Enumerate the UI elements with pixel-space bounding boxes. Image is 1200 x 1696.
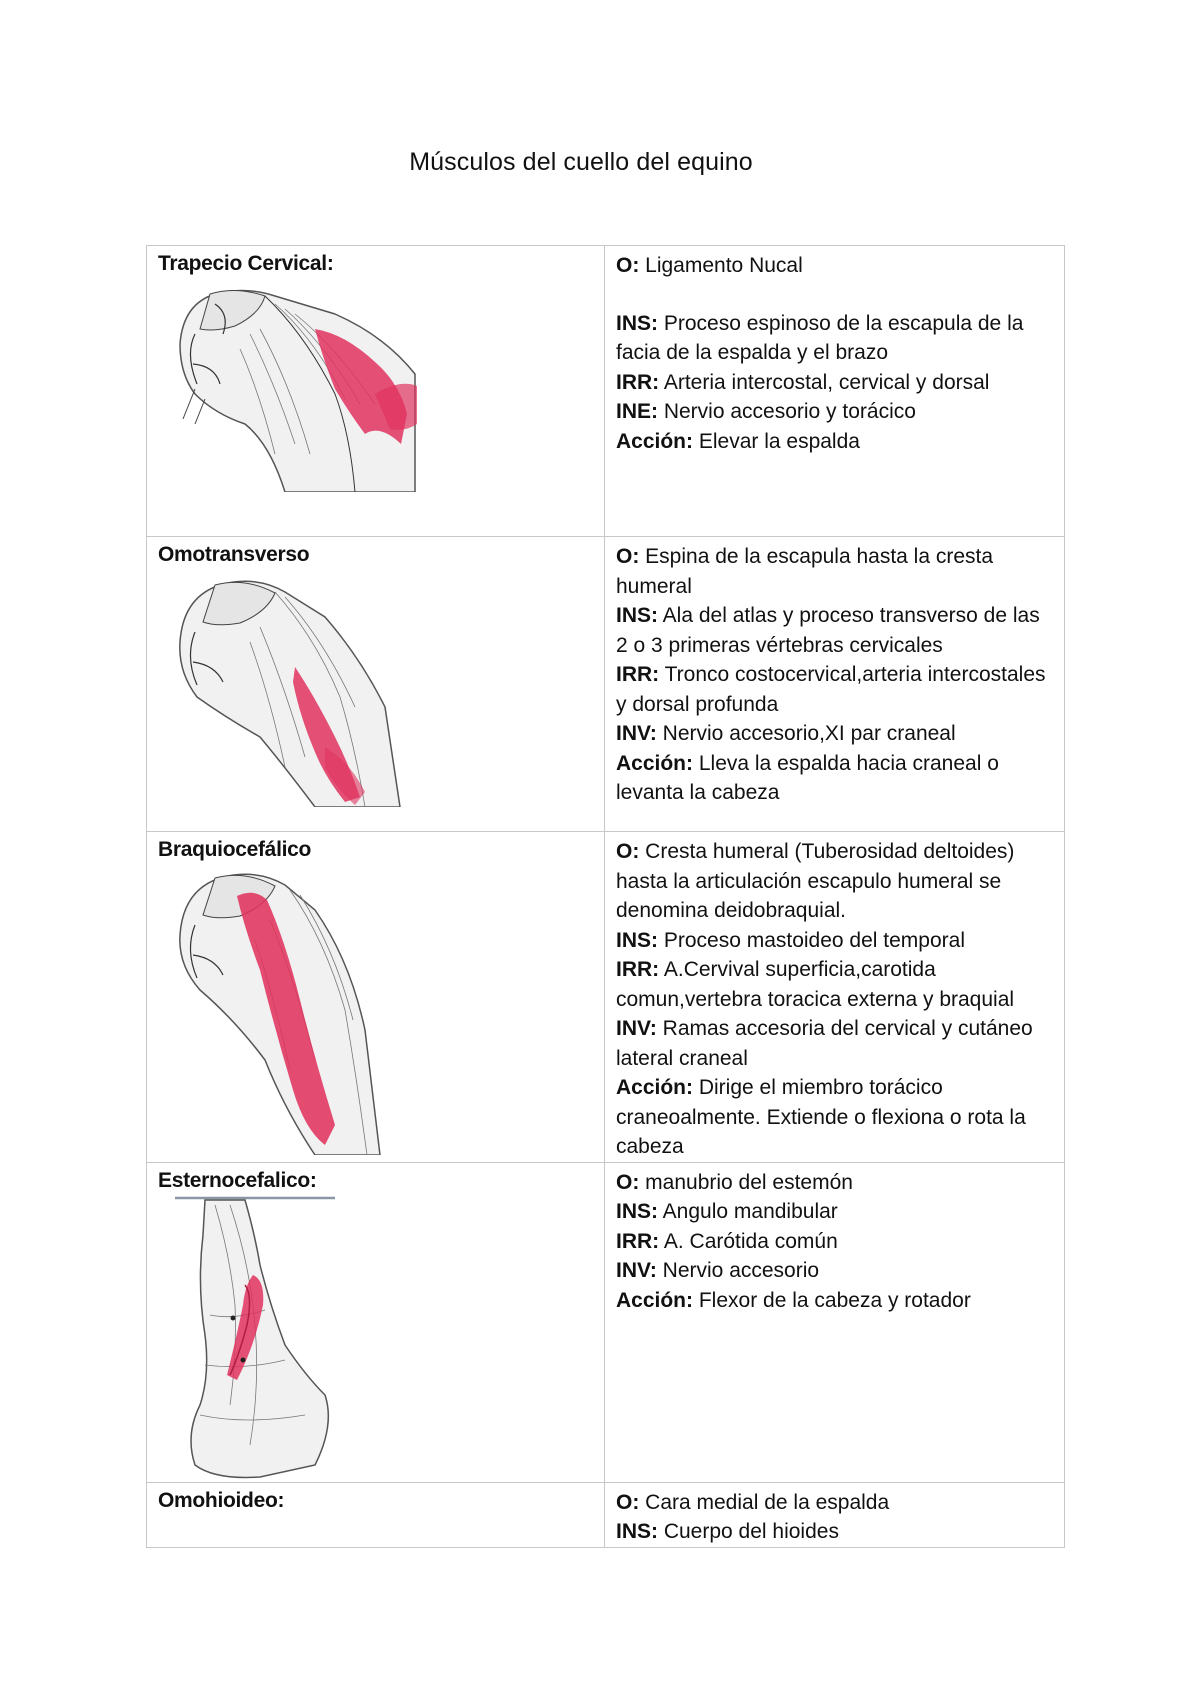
- field-text: Nervio accesorio,XI par craneal: [656, 722, 956, 745]
- field-label: INV:: [616, 1259, 657, 1282]
- field-text: A. Carótida común: [659, 1229, 838, 1253]
- field-label: INS:: [616, 1200, 658, 1223]
- field-text: Nervio accesorio: [656, 1259, 820, 1282]
- field-text: Ala del atlas y proceso transverso de las 2 o 3 primeras vértebras cervicales: [616, 604, 1040, 657]
- field-text: manubrio del estemón: [639, 1170, 853, 1194]
- field-text: Nervio accesorio y torácico: [658, 400, 916, 423]
- table-row: [147, 1482, 1065, 1547]
- field-label: IRR:: [616, 370, 660, 394]
- field-label: INS:: [616, 1520, 658, 1543]
- field-text: Cuerpo del hioides: [658, 1520, 839, 1543]
- braquiocefalico-illustration: [175, 860, 385, 1155]
- field-text: Proceso mastoideo del temporal: [658, 928, 965, 952]
- field-text: Proceso espinoso de la escapula de la facia de la espalda y el brazo: [616, 311, 1024, 364]
- field-text: Angulo mandibular: [658, 1200, 838, 1223]
- table-row: [147, 1162, 1065, 1482]
- table-row: [147, 246, 1065, 537]
- table-row: [147, 832, 1065, 1163]
- field-label: INS:: [616, 928, 658, 952]
- muscle-name: Braquiocefálico: [158, 838, 312, 861]
- field-text: Ligamento Nucal: [639, 254, 803, 277]
- muscle-info-cell: [605, 1482, 1065, 1547]
- muscle-info-cell: [605, 537, 1065, 832]
- muscle-name-cell: [147, 832, 605, 1163]
- muscle-name-cell: [147, 1162, 605, 1482]
- field-text: Ramas accesoria del cervical y cutáneo lateral craneal: [616, 1017, 1033, 1070]
- field-label: IRR:: [616, 1229, 660, 1253]
- field-label: O:: [616, 1490, 640, 1514]
- muscle-name: Esternocefalico:: [158, 1168, 317, 1192]
- field-label: Acción:: [616, 1076, 694, 1099]
- field-label: Acción:: [616, 429, 694, 453]
- field-label: INS:: [616, 311, 658, 335]
- muscle-name-cell: [147, 537, 605, 832]
- field-label: O:: [616, 545, 640, 568]
- field-label: Acción:: [616, 751, 694, 775]
- field-text: Cresta humeral (Tuberosidad deltoides) hasta la articulación escapulo humeral se denomina deidobraquial.: [616, 840, 1015, 922]
- field-text: A.Cervival superficia,carotida comun,vertebra toracica externa y braquial: [616, 958, 1015, 1011]
- page-title: Músculos del cuello del equino: [409, 148, 753, 176]
- field-label: IRR:: [616, 958, 660, 981]
- table-row: [147, 537, 1065, 832]
- field-label: O:: [616, 1170, 640, 1194]
- muscle-name: Trapecio Cervical:: [158, 252, 334, 275]
- trapecio-illustration: [175, 274, 420, 492]
- muscle-name-cell: [147, 246, 605, 537]
- field-text: Arteria intercostal, cervical y dorsal: [659, 370, 990, 394]
- field-text: Lleva la espalda hacia craneal o levanta la cabeza: [616, 751, 999, 804]
- muscle-info-cell: [605, 1162, 1065, 1482]
- field-text: Dirige el miembro torácico craneoalmente. Extiende o flexiona o rota la cabeza: [616, 1076, 1026, 1158]
- muscle-info-cell: [605, 832, 1065, 1163]
- field-text: Tronco costocervical,arteria intercostales y dorsal profunda: [616, 663, 1046, 716]
- muscle-name: Omohioideo:: [158, 1488, 285, 1512]
- field-label: O:: [616, 840, 640, 863]
- field-label: O:: [616, 254, 640, 277]
- muscle-info-cell: [605, 246, 1065, 537]
- field-label: INV:: [616, 722, 657, 745]
- field-text: Cara medial de la espalda: [639, 1490, 890, 1514]
- field-text: Elevar la espalda: [693, 429, 860, 453]
- field-label: Acción:: [616, 1288, 694, 1312]
- muscle-table: [146, 245, 1065, 1548]
- field-label: IRR:: [616, 663, 660, 686]
- field-label: INE:: [616, 400, 658, 423]
- field-text: Flexor de la cabeza y rotador: [693, 1288, 971, 1312]
- muscle-name: Omotransverso: [158, 543, 310, 566]
- esternocefalico-illustration: [175, 1195, 345, 1480]
- field-label: INS:: [616, 604, 658, 627]
- muscle-name-cell: [147, 1482, 605, 1547]
- field-text: Espina de la escapula hasta la cresta humeral: [616, 545, 994, 598]
- omotransverso-illustration: [175, 567, 405, 807]
- field-label: INV:: [616, 1017, 657, 1040]
